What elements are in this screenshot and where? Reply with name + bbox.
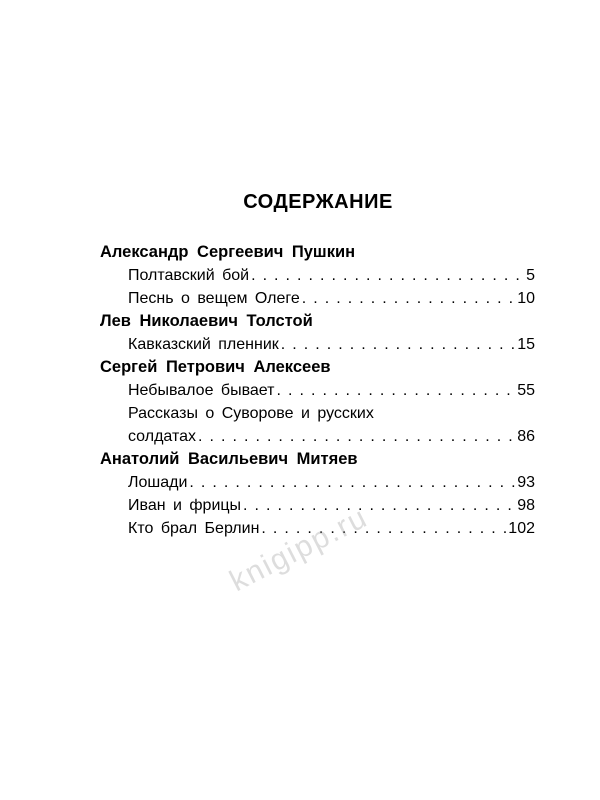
watermark: knigipp.ru (224, 500, 374, 599)
entry-title: Небывалое бывает (128, 382, 275, 399)
dot-leader (277, 379, 516, 402)
entry-title: Полтавский бой (128, 267, 250, 284)
toc-entry (128, 425, 535, 448)
entry-title: Песнь о вещем Олеге (128, 290, 300, 307)
entry-title: Иван и фрицы (128, 497, 242, 514)
toc-entry (128, 494, 535, 517)
entry-page: 5 (526, 267, 535, 284)
dot-leader (281, 333, 515, 356)
entry-title-line1: Рассказы о Суворове и русских (128, 405, 374, 422)
entry-title: Кавказский пленник (128, 336, 279, 353)
dot-leader (198, 425, 515, 448)
table-of-contents (100, 241, 535, 540)
toc-entry (128, 517, 535, 540)
author-heading: Сергей Петрович Алексеев (100, 358, 331, 376)
entry-page: 98 (517, 497, 535, 514)
entry-page: 10 (517, 290, 535, 307)
entry-title: солдатах (128, 428, 196, 445)
dot-leader (302, 287, 515, 310)
toc-entry (128, 379, 535, 402)
dot-leader (189, 471, 515, 494)
toc-entry (128, 471, 535, 494)
entry-page: 15 (517, 336, 535, 353)
entry-title: Кто брал Берлин (128, 520, 260, 537)
page-title: СОДЕРЖАНИЕ (243, 191, 393, 213)
toc-entry (128, 333, 535, 356)
author-heading: Александр Сергеевич Пушкин (100, 243, 356, 261)
author-heading: Лев Николаевич Толстой (100, 312, 313, 330)
dot-leader (251, 264, 524, 287)
dot-leader (243, 494, 515, 517)
toc-entry (128, 287, 535, 310)
dot-leader (261, 517, 506, 540)
entry-title: Лошади (128, 474, 188, 491)
entry-page: 86 (517, 428, 535, 445)
entry-page: 93 (517, 474, 535, 491)
entry-page: 55 (517, 382, 535, 399)
entry-page: 102 (508, 520, 535, 537)
author-heading: Анатолий Васильевич Митяев (100, 450, 358, 468)
toc-entry (128, 264, 535, 287)
